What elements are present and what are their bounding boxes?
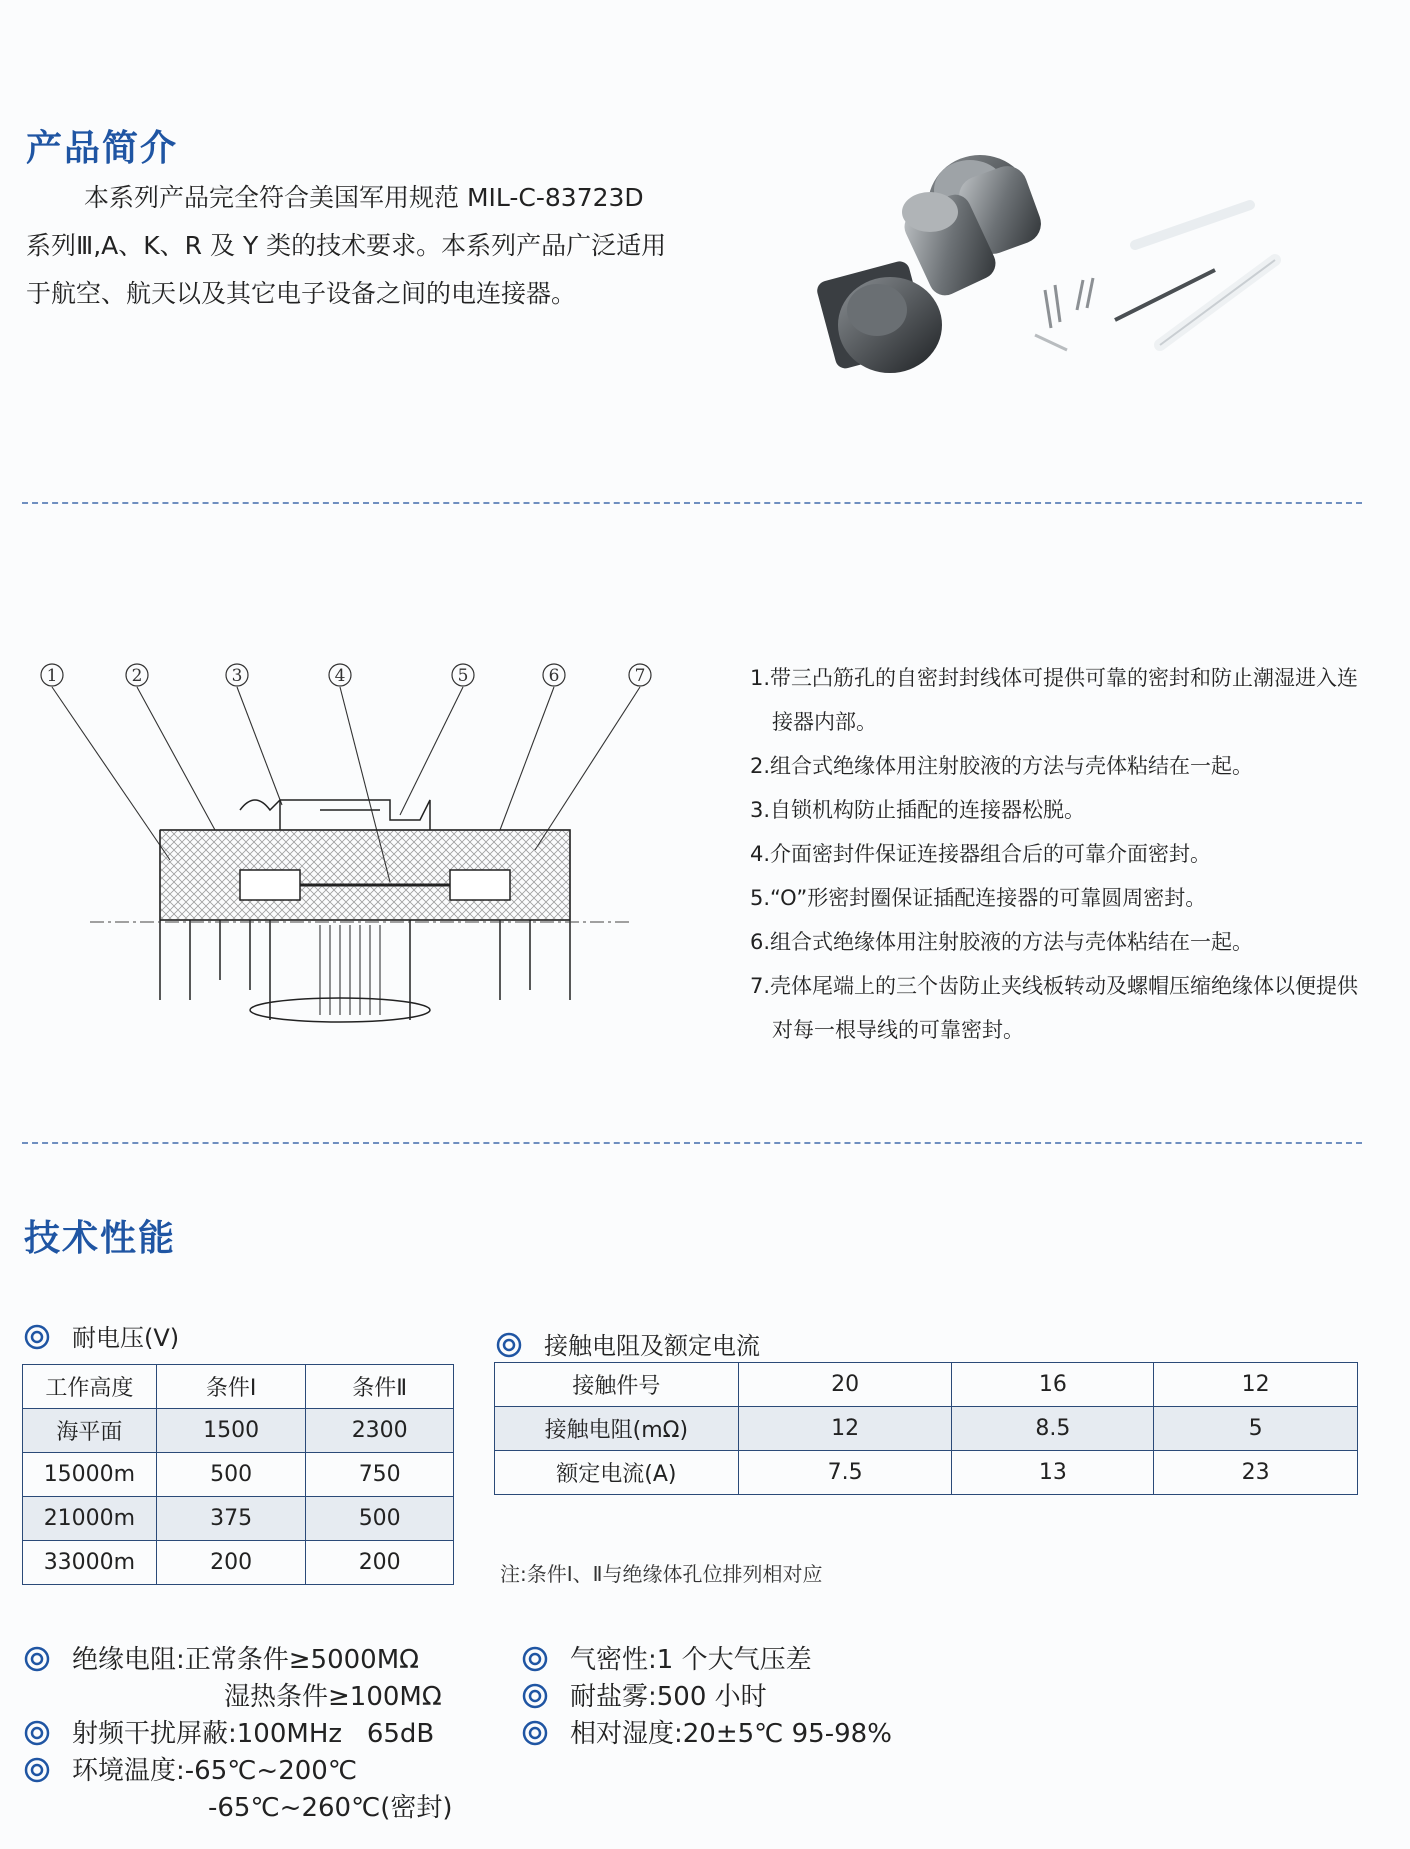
- table-cell: 5: [1154, 1407, 1358, 1451]
- spec-value: -65℃~200℃: [184, 1756, 358, 1786]
- svg-text:1: 1: [46, 666, 58, 686]
- feature-item-2: 2.组合式绝缘体用注射胶液的方法与壳体粘结在一起。: [750, 754, 1254, 778]
- bullseye-icon: [496, 1332, 522, 1358]
- divider-middle: [22, 1142, 1362, 1144]
- voltage-header-cond1: 条件Ⅰ: [156, 1365, 306, 1409]
- table-row: [23, 1453, 454, 1497]
- spec-label: 气密性:: [570, 1645, 657, 1675]
- spec-insulation-resistance-2: [24, 1679, 494, 1716]
- table-cell: 2300: [306, 1409, 454, 1453]
- intro-paragraph: [26, 174, 766, 318]
- svg-text:7: 7: [634, 666, 646, 686]
- table-row: [23, 1497, 454, 1541]
- table-cell: 20: [738, 1363, 952, 1407]
- table-cell: 200: [156, 1541, 306, 1585]
- feature-item-1: 1.带三凸筋孔的自密封封线体可提供可靠的密封和防止潮湿进入连接器内部。: [750, 666, 1359, 734]
- table-row: [495, 1451, 1358, 1495]
- spec-value: 湿热条件≥100MΩ: [224, 1682, 442, 1712]
- table-cell: 12: [738, 1407, 952, 1451]
- svg-text:4: 4: [334, 666, 346, 686]
- spec-air-tightness: [522, 1642, 1002, 1679]
- bullseye-icon: [522, 1683, 548, 1709]
- bullseye-icon: [24, 1324, 50, 1350]
- callout-5: [452, 664, 474, 686]
- spec-value: 1 个大气压差: [656, 1645, 812, 1675]
- table-cell: 1500: [156, 1409, 306, 1453]
- contact-table: [494, 1362, 1358, 1495]
- specs-left: [24, 1642, 494, 1827]
- svg-text:5: 5: [457, 666, 469, 686]
- intro-title: 产品简介: [26, 128, 179, 169]
- nut-knurl: [320, 925, 380, 1015]
- divider-top: [22, 502, 1362, 504]
- table-cell: 15000m: [23, 1453, 157, 1497]
- spec-value: -65℃~260℃(密封): [208, 1793, 453, 1823]
- insertion-tools-icon: [1115, 205, 1275, 345]
- table-cell: 接触件号: [495, 1363, 739, 1407]
- bullseye-icon: [522, 1646, 548, 1672]
- svg-text:3: 3: [231, 666, 243, 686]
- callout-2: [126, 664, 148, 686]
- table-cell: 200: [306, 1541, 454, 1585]
- table-row: [495, 1363, 1358, 1407]
- spec-temperature: [24, 1753, 494, 1790]
- voltage-table: [22, 1364, 454, 1585]
- table-row: [495, 1407, 1358, 1451]
- table-row: [23, 1541, 454, 1585]
- feature-item-7: 7.壳体尾端上的三个齿防止夹线板转动及螺帽压缩绝缘体以便提供对每一根导线的可靠密封。: [750, 974, 1359, 1042]
- spec-humidity: [522, 1716, 1002, 1753]
- table-cell: 16: [952, 1363, 1154, 1407]
- intro-line-2: 系列Ⅲ,A、K、R 及 Y 类的技术要求。本系列产品广泛适用: [26, 231, 667, 260]
- table-cell: 375: [156, 1497, 306, 1541]
- intro-line-1: 本系列产品完全符合美国军用规范 MIL-C-83723D: [84, 183, 644, 212]
- feature-list: [750, 656, 1370, 1052]
- table-cell: 750: [306, 1453, 454, 1497]
- product-photo: [815, 150, 1315, 410]
- callout-1: [41, 664, 63, 686]
- connector-cross-section: [30, 650, 670, 1030]
- spec-value: 500 小时: [656, 1682, 767, 1712]
- table-cell: 13: [952, 1451, 1154, 1495]
- specs-right: [522, 1642, 1002, 1753]
- table-cell: 500: [156, 1453, 306, 1497]
- table-cell: 12: [1154, 1363, 1358, 1407]
- table-cell: 21000m: [23, 1497, 157, 1541]
- callout-6: [543, 664, 565, 686]
- contact-pins-icon: [1035, 278, 1093, 350]
- table-cell: 额定电流(A): [495, 1451, 739, 1495]
- spec-label: 射频干扰屏蔽:: [72, 1719, 237, 1749]
- tech-title: 技术性能: [24, 1218, 177, 1259]
- svg-text:2: 2: [131, 666, 143, 686]
- table-cell: 8.5: [952, 1407, 1154, 1451]
- spec-value: 20±5℃ 95-98%: [682, 1719, 892, 1749]
- table-cell: 23: [1154, 1451, 1358, 1495]
- feature-item-3: 3.自锁机构防止插配的连接器松脱。: [750, 798, 1086, 822]
- table-row: [23, 1409, 454, 1453]
- spec-label: 相对湿度:: [570, 1719, 683, 1749]
- voltage-subtitle: [24, 1318, 179, 1353]
- bullseye-icon: [24, 1720, 50, 1746]
- connector-body: [160, 800, 570, 1022]
- table-cell: 7.5: [738, 1451, 952, 1495]
- spec-label: 环境温度:: [72, 1756, 185, 1786]
- callout-3: [226, 664, 248, 686]
- contact-subtitle-text: 接触电阻及额定电流: [544, 1332, 760, 1360]
- voltage-header-altitude: 工作高度: [23, 1365, 157, 1409]
- table-note: 注:条件Ⅰ、Ⅱ与绝缘体孔位排列相对应: [500, 1562, 823, 1586]
- feature-item-6: 6.组合式绝缘体用注射胶液的方法与壳体粘结在一起。: [750, 930, 1254, 954]
- spec-insulation-resistance: [24, 1642, 494, 1679]
- spec-label: 耐盐雾:: [570, 1682, 657, 1712]
- voltage-subtitle-text: 耐电压(V): [72, 1324, 180, 1352]
- svg-text:6: 6: [548, 666, 560, 686]
- contact-subtitle: [496, 1326, 760, 1361]
- spec-rfi-shielding: [24, 1716, 494, 1753]
- spec-value: 100MHz 65dB: [236, 1719, 435, 1749]
- bullseye-icon: [24, 1757, 50, 1783]
- callout-4: [329, 664, 351, 686]
- feature-item-4: 4.介面密封件保证连接器组合后的可靠介面密封。: [750, 842, 1212, 866]
- spec-temperature-2: [24, 1790, 494, 1827]
- intro-line-3: 于航空、航天以及其它电子设备之间的电连接器。: [26, 279, 577, 308]
- table-cell: 33000m: [23, 1541, 157, 1585]
- spec-value: 正常条件≥5000MΩ: [184, 1645, 420, 1675]
- feature-item-5: 5.“O”形密封圈保证插配连接器的可靠圆周密封。: [750, 886, 1207, 910]
- spec-label: 绝缘电阻:: [72, 1645, 185, 1675]
- voltage-header-cond2: 条件Ⅱ: [306, 1365, 454, 1409]
- spec-salt-spray: [522, 1679, 1002, 1716]
- bullseye-icon: [24, 1646, 50, 1672]
- table-cell: 500: [306, 1497, 454, 1541]
- table-cell: 海平面: [23, 1409, 157, 1453]
- table-cell: 接触电阻(mΩ): [495, 1407, 739, 1451]
- receptacle-flange-icon: [815, 259, 942, 373]
- bullseye-icon: [522, 1720, 548, 1746]
- callout-7: [629, 664, 651, 686]
